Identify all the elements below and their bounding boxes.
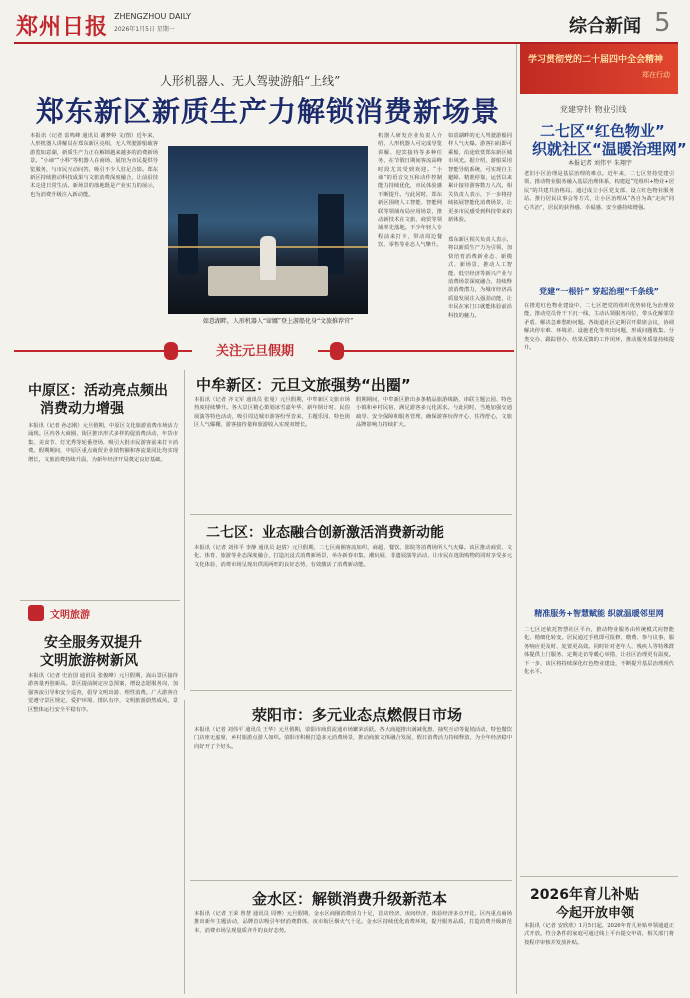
erqi-business-headline: 二七区：业态融合创新激活消费新动能 bbox=[206, 525, 444, 541]
xingyang-body: 本报讯（记者 刘伟平 通讯员 王华）元旦假期，荥阳市商贸流通市场繁荣活跃。各大商超推出满减优惠、抽奖互动等促销活动，特色餐饮门店座无虚席，乡村旅游点游人如织。荥阳市积极打造多元消费场景，推动商旅文体融合发展，假日消费活力持续释放，为全年经济稳中向好开了个好头。 bbox=[194, 727, 512, 750]
sidebar-headline-line1: 二七区“红色物业” bbox=[540, 122, 665, 140]
subsidy-headline-line2: 今起开放申领 bbox=[556, 906, 635, 921]
civic-headline-line2: 文明旅游树新风 bbox=[40, 653, 138, 669]
lead-column-2: 机器人研发企业负责人介绍，人形机器人可完成导览讲解、迎宾接待等多种任务，在节假日期间客流高峰时段尤其受到欢迎。“小谛”的语音交互和动作控制能力持续优化，市民体验感不断提升。与此同时，郑东新区围绕人工智能、智能网联等领域布局应用场景，推动新技术在文旅、商贸等领域率先落地。不少年轻人专程前来打卡，带动周边餐饮、零售等业态人气攀升。 bbox=[378, 133, 442, 249]
lead-column-1: 本报讯（记者 雷鸣峰 通讯员 谢梦婷 文/图）近年来，人形机器人讲解员在郑东新区亮相，无人驾驶游船载客游览如意湖，新质生产力正在解锁越来越多的消费新场景。“小谛”“小科”等机器人在商场、展馆为市民提供导览服务，与市民互动问答，吸引不少人驻足合影。郑东新区持续推动科技成果与文旅消费深度融合，让前沿技术走进日常生活。新场景的落地既是产业实力的展示，也为消费升级注入新动能。 bbox=[30, 133, 158, 198]
section-divider bbox=[190, 690, 512, 691]
zhongyuan-headline-line2: 消费动力增强 bbox=[40, 401, 124, 417]
sidebar-subhead-2: 精准服务+智慧赋能 织就温暖邻里网 bbox=[534, 609, 664, 618]
holiday-section-banner bbox=[14, 338, 514, 364]
photo-robot bbox=[260, 236, 276, 280]
sidebar-headline-line2: 织就社区“温暖治理网” bbox=[532, 140, 687, 158]
erqi-business-body: 本报讯（记者 刘伟平 李静 通讯员 赵倩）元旦假期，二七区商圈客流如织，商超、餐饮、影院等消费场所人气火爆。该区推动商贸、文化、体育、旅游等业态深度融合，打造沉浸式消费新场景，举办新春市集、潮玩展、非遗展演等活动，让市民在逛街购物的同时享受多元文化体验，消费市场呈现出供需两旺的良好态势，有效激活了消费新动能。 bbox=[194, 545, 512, 568]
banner-title: 学习贯彻党的二十届四中全会精神 bbox=[528, 55, 664, 65]
jinshui-headline: 金水区：解锁消费升级新范本 bbox=[252, 890, 448, 908]
section-divider bbox=[520, 876, 678, 877]
civic-tourism-label: 文明旅游 bbox=[50, 610, 90, 621]
section-divider bbox=[190, 880, 512, 881]
subsidy-body: 本报讯（记者 安欣欣）1月5日起，2026年育儿补贴申领通道正式开放。符合条件的家庭可通过线上平台提交申请，相关部门将按程序审核并发放补贴。 bbox=[524, 923, 674, 946]
page-number: 5 bbox=[654, 8, 671, 38]
civic-tourism-icon bbox=[28, 605, 44, 621]
sidebar-kicker: 党建穿针 物业引线 bbox=[560, 105, 627, 114]
publication-name: ZHENGZHOU DAILY bbox=[114, 12, 192, 21]
civic-tourism-badge bbox=[28, 604, 118, 622]
section-divider bbox=[190, 514, 512, 515]
banner-subtitle: 郑在行动 bbox=[642, 71, 670, 79]
masthead bbox=[14, 8, 678, 44]
column-divider bbox=[516, 44, 517, 994]
photo-building bbox=[178, 214, 198, 274]
lead-headline: 郑东新区新质生产力解锁消费新场景 bbox=[36, 95, 501, 128]
column-divider bbox=[184, 370, 185, 690]
sidebar-subhead-1: 党建“一根针” 穿起治理“千条线” bbox=[539, 287, 659, 296]
subsidy-headline-line1: 2026年育儿补贴 bbox=[530, 887, 639, 903]
zhongyuan-headline-line1: 中原区：活动亮点频出 bbox=[28, 383, 168, 399]
date-line: 2026年1月5日 星期一 bbox=[114, 26, 175, 33]
zhongmou-body-2: 假期期间，中牟新区推出多条精品旅游线路，串联主题公园、特色小镇和乡村民宿，满足游客多元化需求。与此同时，当地加强交通疏导、安全保障和服务管理，确保游客玩得开心、住得舒心，文旅品牌影响力持续扩大。 bbox=[356, 397, 512, 429]
zhongmou-headline: 中牟新区：元旦文旅强势“出圈” bbox=[196, 376, 411, 394]
xingyang-headline: 荥阳市：多元业态点燃假日市场 bbox=[252, 706, 463, 724]
newspaper-logo: 郑州日报 bbox=[16, 14, 109, 40]
lead-photo-caption: 如意湖畔，人形机器人“谛娜”登上游船化身“文旅推荐官” bbox=[202, 318, 354, 325]
zhongmou-body-1: 本报讯（记者 齐文军 通讯员 张曼）元旦假期，中牟新区文旅市场热度持续攀升。各大景区精心策划冰雪嘉年华、新年倒计时、民俗展演等特色活动，吸引周边城市游客纷至沓来，主题乐园、特色街区人气爆棚，游客接待量和旅游收入实现双增长。 bbox=[194, 397, 350, 429]
lantern-icon bbox=[330, 342, 344, 360]
sidebar-banner bbox=[520, 44, 678, 94]
sidebar-body-2: 在推进红色物业建设中，二七区把党的组织优势转化为治理效能，推动党员骨干下沉一线，主动认领服务岗位，带头化解邻里矛盾、解决急难愁盼问题。各街道社区定期召开联席会议，协调解决停车难、环境差、设施老化等突出问题，形成问题收集、分类交办、跟踪督办、结果反馈的工作闭环，推动服务质量持续提升。 bbox=[524, 303, 674, 352]
civic-headline-line1: 安全服务双提升 bbox=[44, 635, 142, 651]
zhongyuan-body: 本报讯（记者 孙志刚）元旦假期，中原区文化旅游消费市场活力涌现。区内各大商圈、街区推出形式多样的促消费活动，年货市集、美食节、灯光秀等轮番登场，吸引大批市民游客前来打卡消费。假期期间，中原区重点商贸企业销售额和客流量同比均实现增长，文旅消费持续升温，为新年经济开局奠定良好基础。 bbox=[28, 423, 178, 463]
column-divider bbox=[184, 700, 185, 994]
lead-column-3: 如意湖畔的无人驾驶游船同样人气火爆。游客扫码即可乘船，沿途欣赏郑东新区城市风光。据介绍，游船采用智能导航系统，可实现自主避障、精准停靠，运营以来累计接待游客数万人次。相关负责人表示，下一步将持续拓展智能化消费场景，让更多市民感受到科技带来的新体验。 bbox=[448, 133, 512, 224]
photo-building bbox=[318, 194, 344, 274]
sidebar-byline: 本报记者 刘伟平 朱翔宇 bbox=[568, 160, 632, 167]
sidebar-body-1: 老旧小区治理是基层治理的难点。近年来，二七区坚持党建引领，推动物业服务融入基层治理体系，构建起“党组织+物业+居民”的共建共治格局。通过成立小区党支部、设立红色物业服务站、推行居民议事会等方式，让小区治理从“各自为战”走向“同心共治”，居民的获得感、幸福感、安全感持续增强。 bbox=[524, 171, 674, 211]
civic-body: 本报讯（记者 史治国 通讯员 张俊峰）元旦假期，嵩山景区接待游客量再创新高。景区提前制定应急预案，增设志愿服务岗，加强客流引导和安全巡查，倡导文明出游、理性消费。广大游客自觉遵守景区规定，爱护环境、排队有序，文明旅游蔚然成风，景区整体运行安全平稳有序。 bbox=[28, 673, 178, 713]
sidebar-body-3: 二七区还依托智慧社区平台，推动物业服务由传统模式向智能化、精细化转变。居民通过手机即可报修、缴费、参与议事，服务响应更及时、处置更高效。同时针对老年人、残疾人等特殊群体提供上门服务、定期走访等暖心举措，让社区治理更有温度。下一步，该区将持续深化红色物业建设，不断提升基层治理现代化水平。 bbox=[524, 627, 674, 676]
section-divider bbox=[20, 600, 180, 601]
lantern-icon bbox=[164, 342, 178, 360]
lead-kicker: 人形机器人、无人驾驶游船“上线” bbox=[160, 74, 341, 88]
holiday-section-title: 关注元旦假期 bbox=[192, 340, 318, 362]
lead-column-4: 郑东新区相关负责人表示，将以新质生产力为引领，加快培育消费新业态、新模式、新场景，推动人工智能、低空经济等新兴产业与消费场景深度融合，持续释放消费潜力，为城市经济高质量发展注入强劲动能，让市民在家门口就能体验前沿科技的魅力。 bbox=[448, 237, 512, 319]
jinshui-body: 本报讯（记者 王荣 鲁慧 通讯员 周博）元旦假期，金水区商圈消费活力十足，首店经济、夜间经济、体验经济多点开花。区内重点商场推出新年主题活动，品牌首店吸引年轻消费群体，夜市街区烟火气十足。金水区持续优化消费环境，提升服务品质，打造消费升级新范本，消费市场呈现量质齐升的良好态势。 bbox=[194, 911, 512, 934]
lead-photo bbox=[168, 146, 368, 314]
section-name: 综合新闻 bbox=[569, 16, 641, 37]
